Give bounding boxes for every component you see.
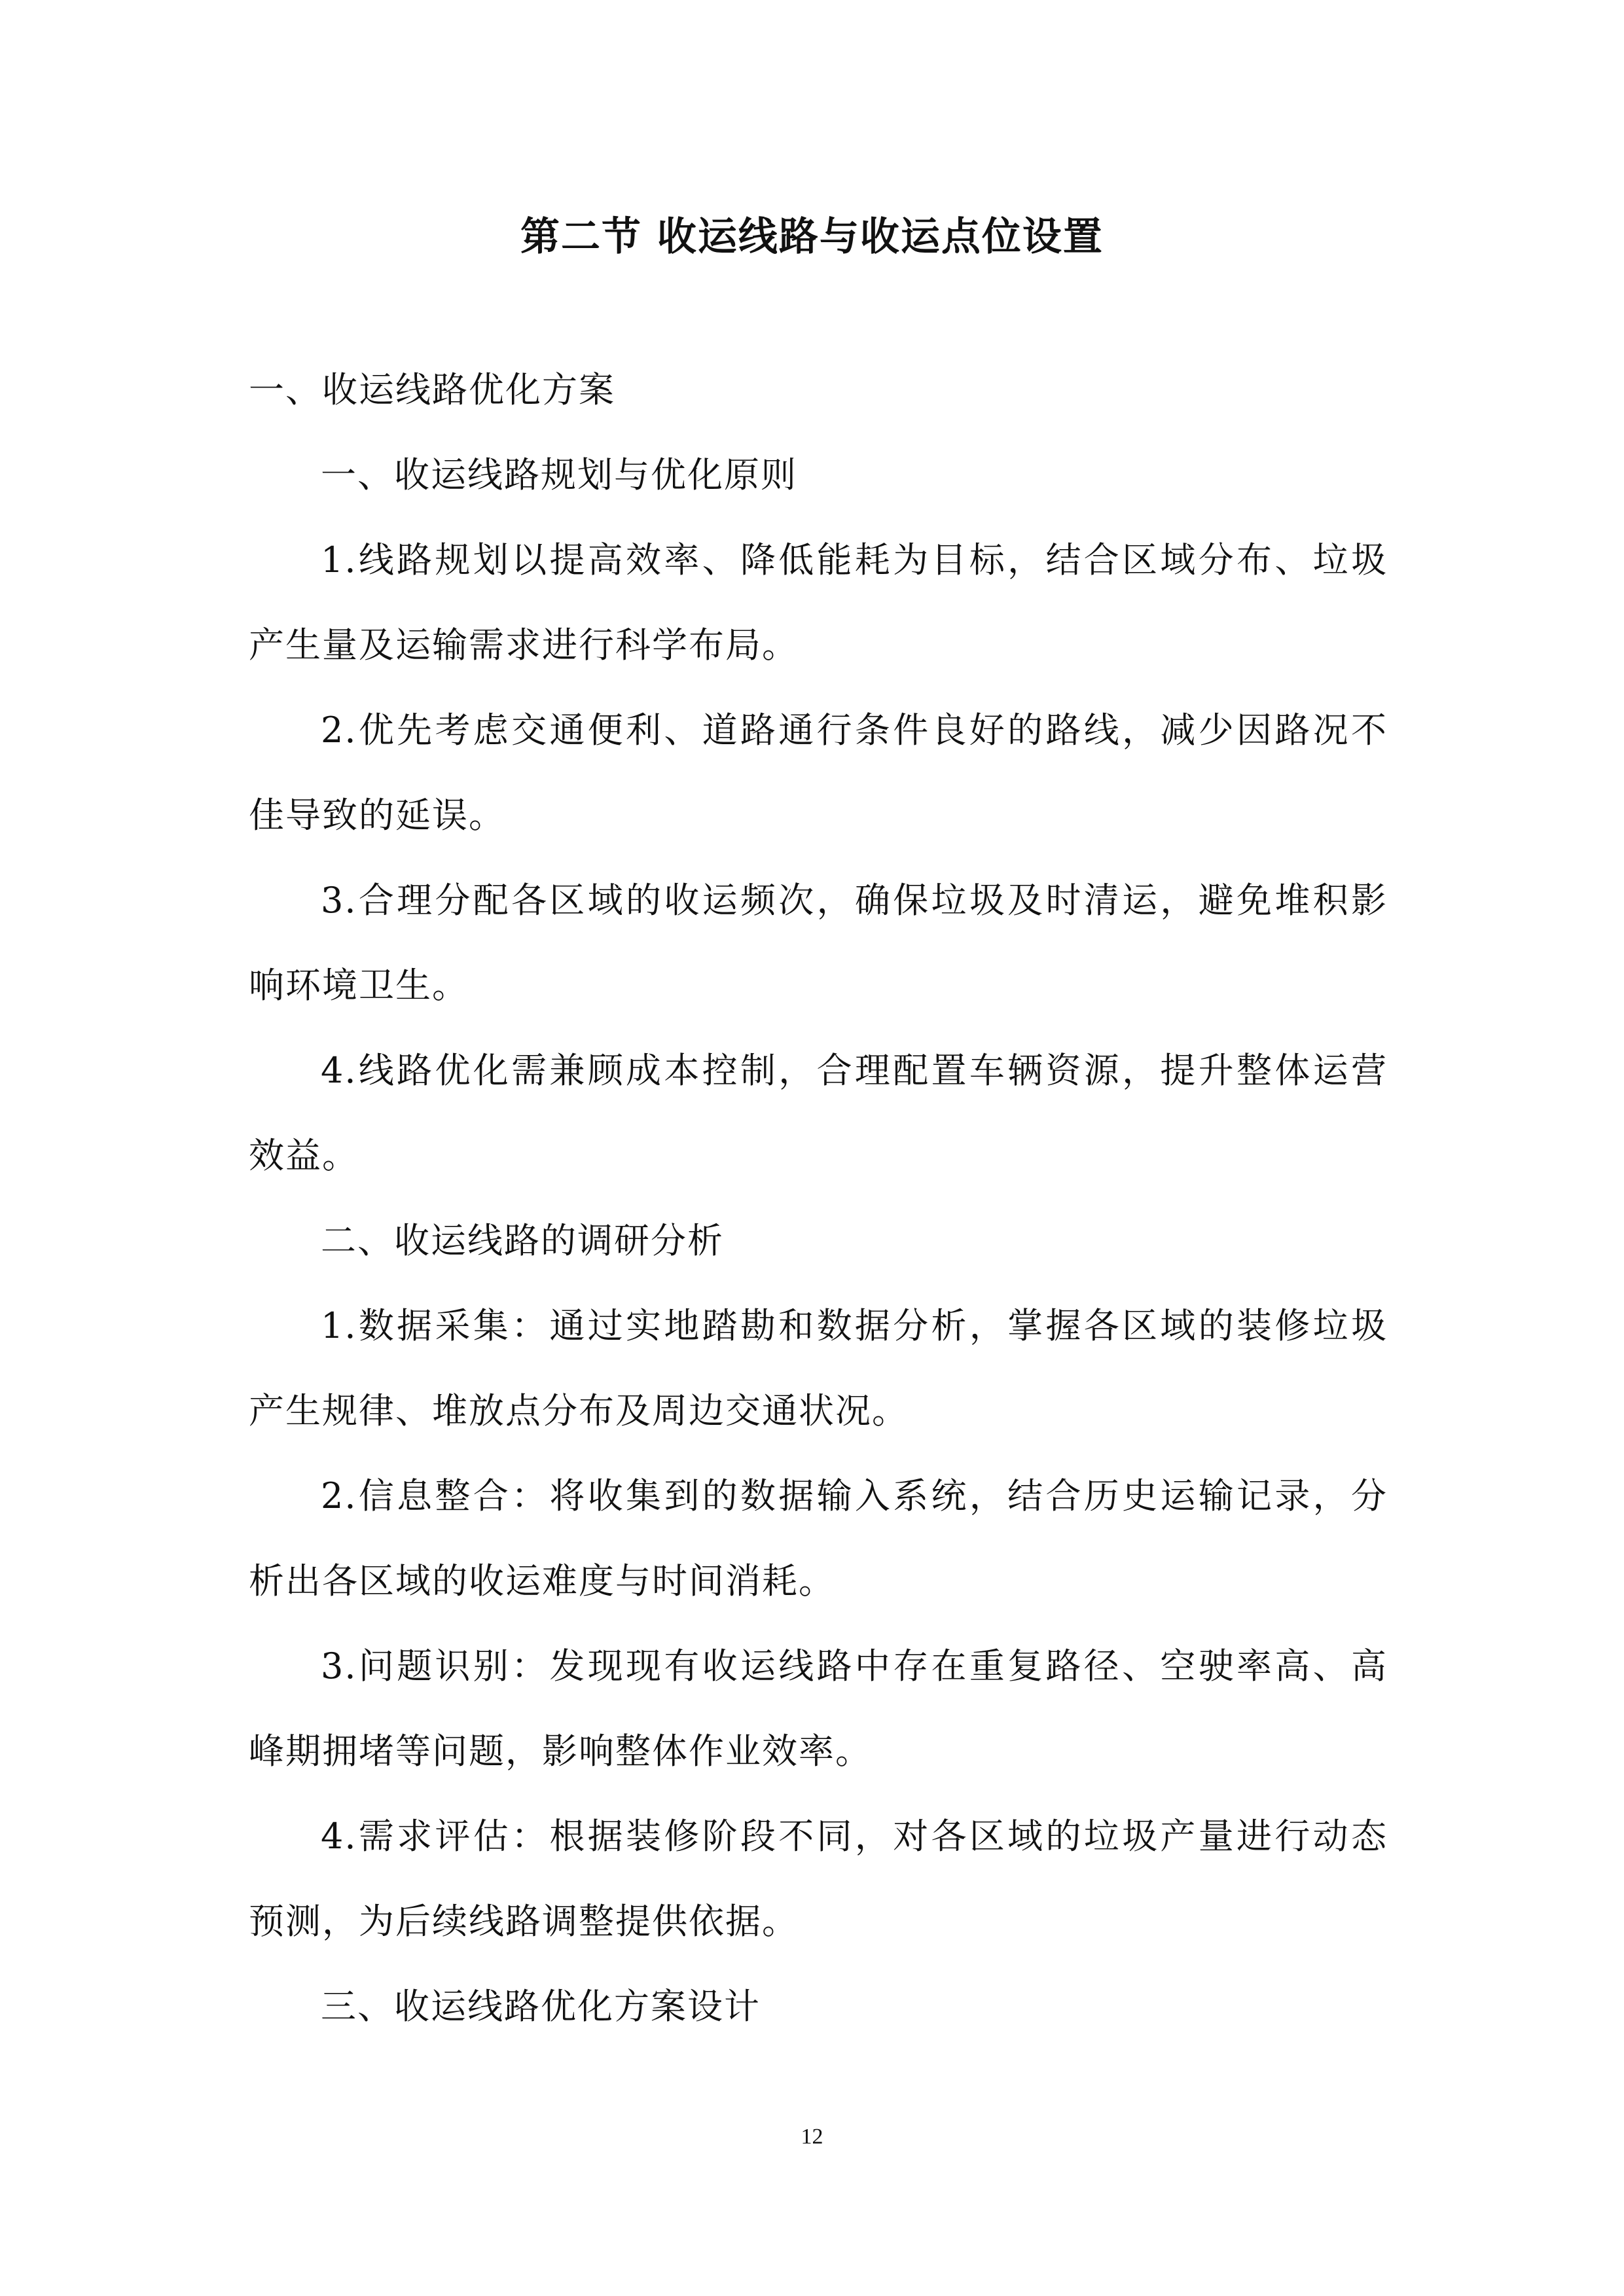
paragraph-line: 4.需求评估：根据装修阶段不同，对各区域的垃圾产量进行动态 xyxy=(321,1816,1388,1857)
paragraph-line: 3.合理分配各区域的收运频次，确保垃圾及时清运，避免堆积影 xyxy=(321,880,1388,921)
subsection-heading: 一、收运线路规划与优化原则 xyxy=(321,454,797,495)
paragraph-line: 1.数据采集：通过实地踏勘和数据分析，掌握各区域的装修垃圾 xyxy=(321,1305,1388,1346)
section-heading: 一、收运线路优化方案 xyxy=(249,369,615,410)
subsection-heading: 二、收运线路的调研分析 xyxy=(321,1220,724,1261)
paragraph-line: 3.问题识别：发现现有收运线路中存在重复路径、空驶率高、高 xyxy=(321,1645,1388,1687)
paragraph-line: 2.信息整合：将收集到的数据输入系统，结合历史运输记录，分 xyxy=(321,1475,1388,1516)
paragraph-line: 产生规律、堆放点分布及周边交通状况。 xyxy=(249,1390,909,1431)
paragraph-line: 4.线路优化需兼顾成本控制，合理配置车辆资源，提升整体运营 xyxy=(321,1050,1388,1091)
paragraph-line: 峰期拥堵等问题，影响整体作业效率。 xyxy=(249,1731,872,1772)
paragraph-line: 响环境卫生。 xyxy=(249,965,469,1006)
page-number: 12 xyxy=(801,2125,823,2149)
paragraph-line: 2.优先考虑交通便利、道路通行条件良好的路线，减少因路况不 xyxy=(321,709,1388,751)
paragraph-line: 1.线路规划以提高效率、降低能耗为目标，结合区域分布、垃圾 xyxy=(321,539,1388,581)
paragraph-line: 效益。 xyxy=(249,1135,359,1176)
page-title: 第二节 收运线路与收运点位设置 xyxy=(520,214,1104,260)
subsection-heading: 三、收运线路优化方案设计 xyxy=(321,1986,761,2027)
paragraph-line: 产生量及运输需求进行科学布局。 xyxy=(249,624,799,666)
paragraph-line: 析出各区域的收运难度与时间消耗。 xyxy=(249,1560,835,1602)
paragraph-line: 佳导致的延误。 xyxy=(249,795,505,836)
paragraph-line: 预测，为后续线路调整提供依据。 xyxy=(249,1901,799,1942)
